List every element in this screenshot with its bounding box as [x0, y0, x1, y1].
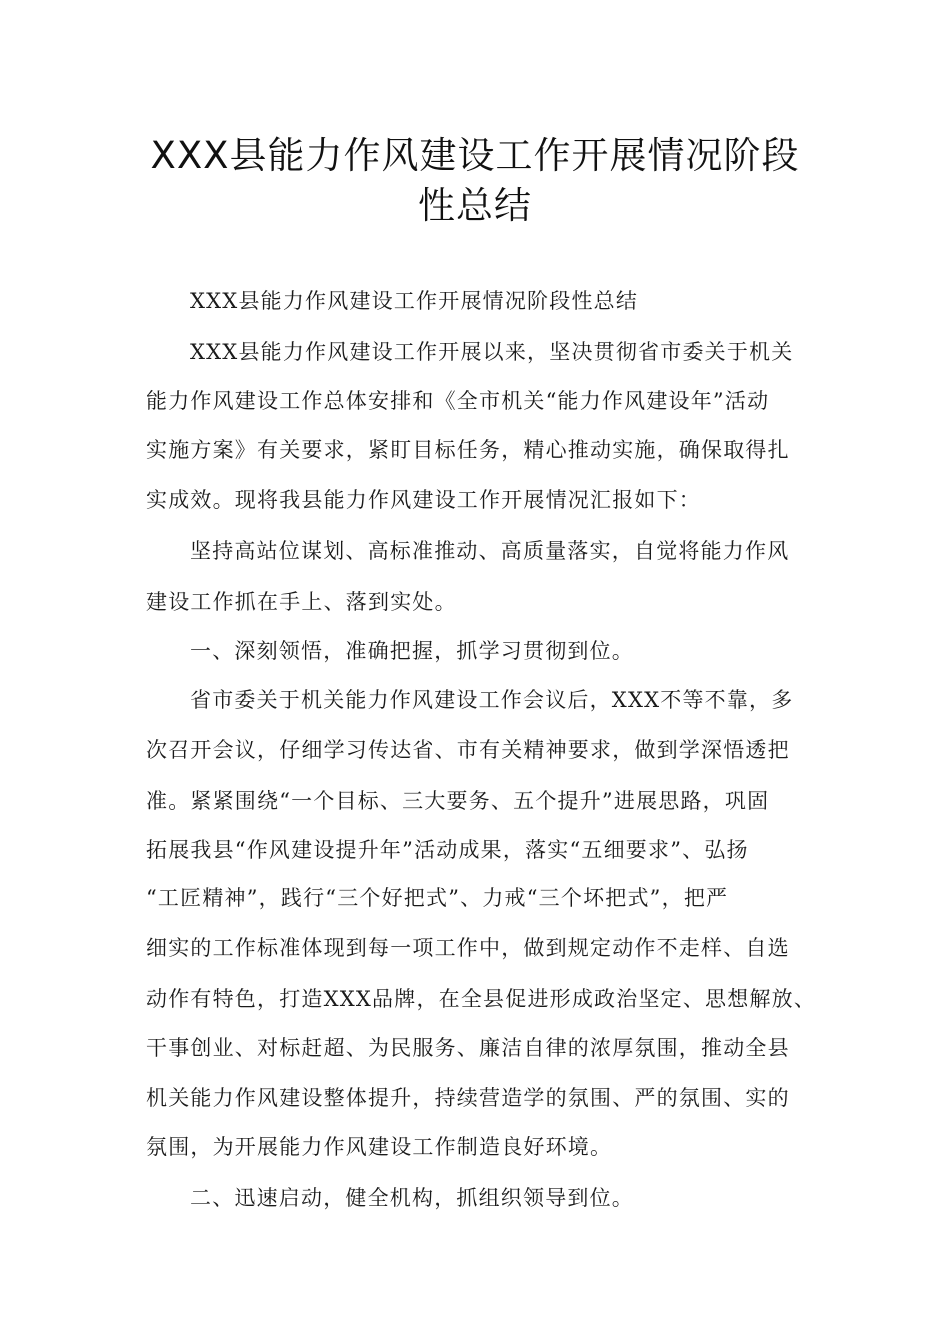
paragraph-line: 实施方案》有关要求，紧盯目标任务，精心推动实施，确保取得扎 [146, 438, 790, 462]
paragraph-line: 能力作风建设工作总体安排和《全市机关“能力作风建设年”活动 [146, 389, 770, 413]
paragraph-line: 准。紧紧围绕“一个目标、三大要务、五个提升”进展思路，巩固 [146, 789, 770, 813]
paragraph-line: 拓展我县“作风建设提升年”活动成果，落实“五细要求”、弘扬 [146, 838, 749, 862]
paragraph-line: 省市委关于机关能力作风建设工作会议后，XXX不等不靠，多 [190, 688, 794, 712]
document-title-line-1: XXX县能力作风建设工作开展情况阶段 [150, 134, 800, 177]
paragraph-line: 建设工作抓在手上、落到实处。 [146, 590, 457, 614]
document-title-line-2: 性总结 [418, 184, 532, 227]
paragraph-line: 动作有特色，打造XXX品牌，在全县促进形成政治坚定、思想解放、 [146, 987, 817, 1011]
paragraph-line: 坚持高站位谋划、高标准推动、高质量落实，自觉将能力作风 [190, 539, 790, 563]
paragraph-line: “工匠精神”，践行“三个好把式”、力戒“三个坏把式”，把严 [146, 886, 729, 910]
paragraph-line: XXX县能力作风建设工作开展以来，坚决贯彻省市委关于机关 [190, 340, 794, 364]
section-heading: 二、迅速启动，健全机构，抓组织领导到位。 [190, 1186, 634, 1210]
subtitle-paragraph: XXX县能力作风建设工作开展情况阶段性总结 [190, 289, 639, 313]
paragraph-line: 氛围，为开展能力作风建设工作制造良好环境。 [146, 1135, 613, 1159]
paragraph-line: 机关能力作风建设整体提升，持续营造学的氛围、严的氛围、实的 [146, 1086, 790, 1110]
paragraph-line: 实成效。现将我县能力作风建设工作开展情况汇报如下： [146, 488, 701, 512]
paragraph-line: 干事创业、对标赶超、为民服务、廉洁自律的浓厚氛围，推动全县 [146, 1036, 790, 1060]
section-heading: 一、深刻领悟，准确把握，抓学习贯彻到位。 [190, 639, 634, 663]
paragraph-line: 细实的工作标准体现到每一项工作中，做到规定动作不走样、自选 [146, 936, 790, 960]
paragraph-line: 次召开会议，仔细学习传达省、市有关精神要求，做到学深悟透把 [146, 738, 790, 762]
